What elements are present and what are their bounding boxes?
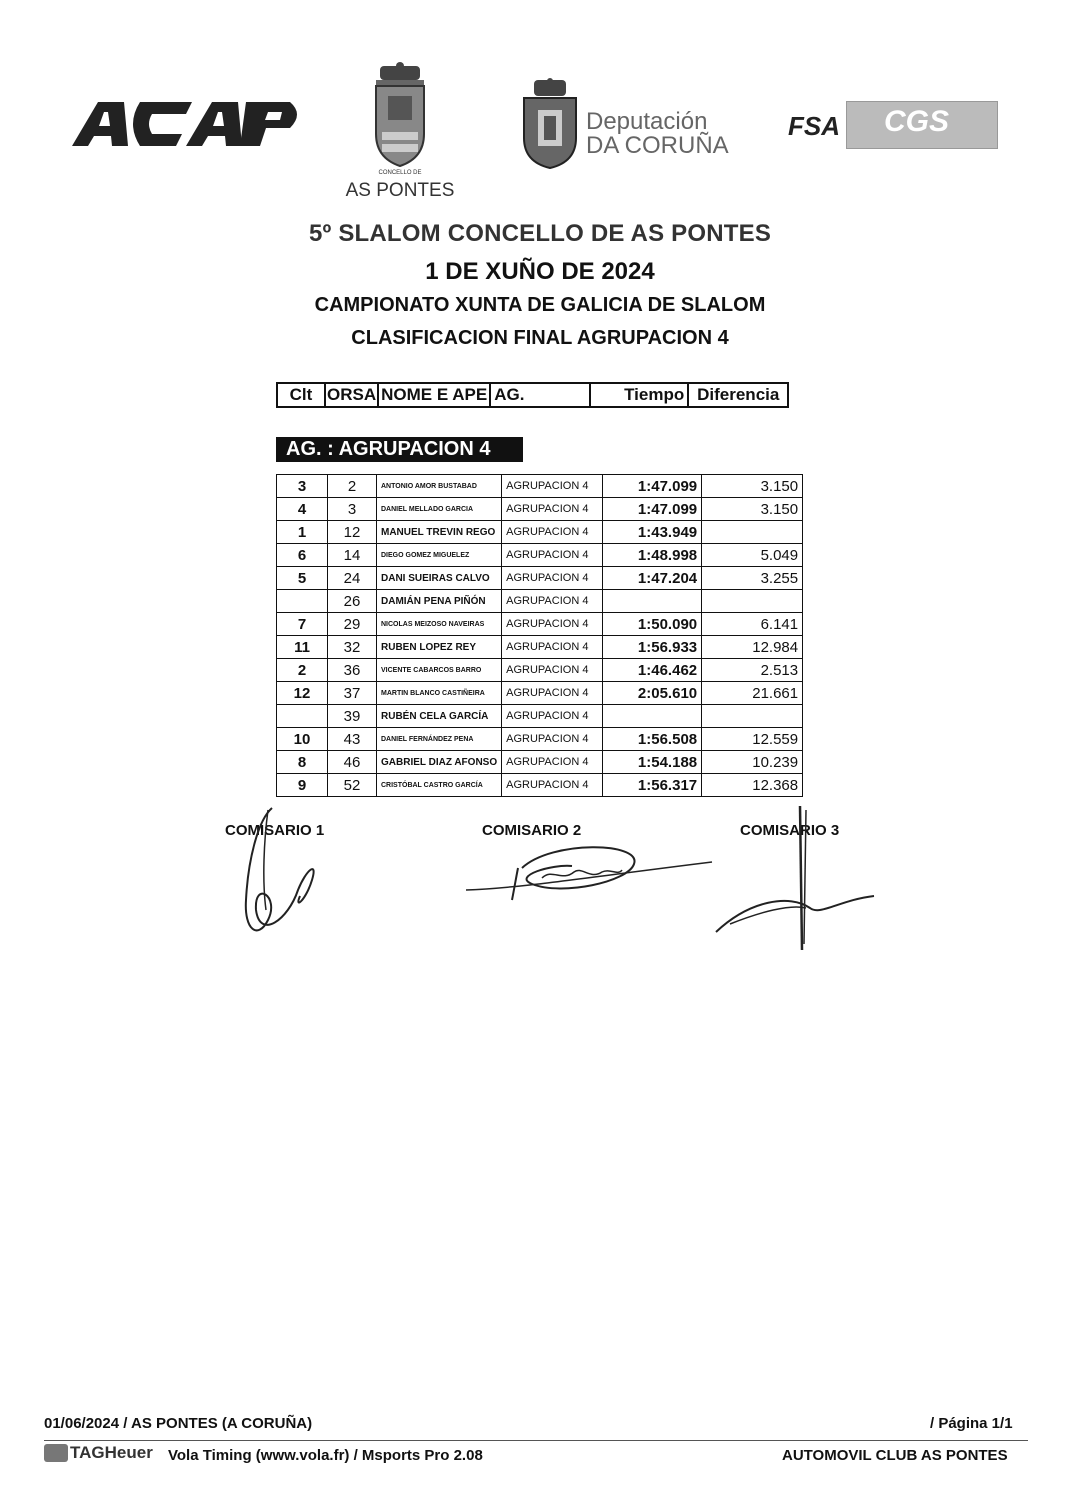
result-name: DANIEL MELLADO GARCIA <box>377 498 502 521</box>
result-group: AGRUPACION 4 <box>502 567 603 590</box>
result-name: MARTIN BLANCO CASTIÑEIRA <box>377 682 502 705</box>
result-time: 1:56.317 <box>603 774 702 797</box>
result-number: 32 <box>328 636 377 659</box>
table-row <box>277 567 803 590</box>
result-name: RUBEN LOPEZ REY <box>377 636 502 659</box>
result-position: 2 <box>277 659 328 682</box>
deputacion-logo <box>520 78 730 170</box>
result-number: 14 <box>328 544 377 567</box>
result-name: ANTONIO AMOR BUSTABAD <box>377 475 502 498</box>
table-row <box>277 751 803 774</box>
commissioner-3-label: COMISARIO 3 <box>740 822 840 839</box>
event-date: 1 DE XUÑO DE 2024 <box>425 258 655 285</box>
result-time: 1:46.462 <box>603 659 702 682</box>
result-name: NICOLAS MEIZOSO NAVEIRAS <box>377 613 502 636</box>
result-difference <box>702 521 803 544</box>
result-position: 6 <box>277 544 328 567</box>
table-row <box>277 544 803 567</box>
header-ag: AG. <box>490 383 590 407</box>
result-time: 1:54.188 <box>603 751 702 774</box>
result-difference: 12.559 <box>702 728 803 751</box>
result-difference: 12.368 <box>702 774 803 797</box>
result-number: 12 <box>328 521 377 544</box>
result-position: 7 <box>277 613 328 636</box>
result-difference <box>702 705 803 728</box>
result-position: 3 <box>277 475 328 498</box>
as-pontes-small-caption: CONCELLO DE <box>378 170 422 176</box>
commissioner-1-label: COMISARIO 1 <box>225 822 325 839</box>
deputacion-line1: Deputación <box>586 108 708 135</box>
table-row <box>277 682 803 705</box>
classification-title: CLASIFICACION FINAL AGRUPACION 4 <box>351 327 729 349</box>
result-group: AGRUPACION 4 <box>502 774 603 797</box>
result-position <box>277 590 328 613</box>
as-pontes-crest <box>344 62 456 204</box>
result-time: 1:47.099 <box>603 475 702 498</box>
result-difference: 6.141 <box>702 613 803 636</box>
result-difference: 3.150 <box>702 498 803 521</box>
result-name: DAMIÁN PENA PIÑÓN <box>377 590 502 613</box>
result-time: 1:48.998 <box>603 544 702 567</box>
result-name: RUBÉN CELA GARCÍA <box>377 705 502 728</box>
result-position <box>277 705 328 728</box>
result-time: 1:56.508 <box>603 728 702 751</box>
result-position: 1 <box>277 521 328 544</box>
result-number: 39 <box>328 705 377 728</box>
commissioner-2-label: COMISARIO 2 <box>482 822 582 839</box>
result-number: 2 <box>328 475 377 498</box>
header-orsa: ORSA <box>325 383 378 407</box>
column-header <box>276 382 789 408</box>
result-difference <box>702 590 803 613</box>
result-difference: 12.984 <box>702 636 803 659</box>
result-position: 5 <box>277 567 328 590</box>
result-number: 3 <box>328 498 377 521</box>
table-row <box>277 705 803 728</box>
table-row <box>277 521 803 544</box>
event-title: 5º SLALOM CONCELLO DE AS PONTES <box>308 220 772 247</box>
result-position: 8 <box>277 751 328 774</box>
result-group: AGRUPACION 4 <box>502 659 603 682</box>
result-time: 2:05.610 <box>603 682 702 705</box>
result-name: CRISTÓBAL CASTRO GARCÍA <box>377 774 502 797</box>
result-time <box>603 590 702 613</box>
result-number: 26 <box>328 590 377 613</box>
result-group: AGRUPACION 4 <box>502 728 603 751</box>
result-difference: 2.513 <box>702 659 803 682</box>
result-number: 43 <box>328 728 377 751</box>
result-time: 1:47.204 <box>603 567 702 590</box>
header-name: NOME E APE <box>378 383 490 407</box>
fsa-logo: FSA <box>788 111 840 141</box>
table-row <box>277 774 803 797</box>
result-group: AGRUPACION 4 <box>502 475 603 498</box>
result-number: 46 <box>328 751 377 774</box>
result-name: VICENTE CABARCOS BARRO <box>377 659 502 682</box>
result-group: AGRUPACION 4 <box>502 682 603 705</box>
result-difference: 5.049 <box>702 544 803 567</box>
result-time <box>603 705 702 728</box>
championship-title: CAMPIONATO XUNTA DE GALICIA DE SLALOM <box>314 294 766 316</box>
footer-divider <box>44 1440 1028 1441</box>
result-position: 9 <box>277 774 328 797</box>
result-position: 11 <box>277 636 328 659</box>
result-name: DIEGO GOMEZ MIGUELEZ <box>377 544 502 567</box>
table-row <box>277 590 803 613</box>
result-group: AGRUPACION 4 <box>502 751 603 774</box>
result-group: AGRUPACION 4 <box>502 521 603 544</box>
deputacion-line2: DA CORUÑA <box>586 132 729 159</box>
footer-software: Vola Timing (www.vola.fr) / Msports Pro 2.08 <box>168 1447 483 1464</box>
result-group: AGRUPACION 4 <box>502 544 603 567</box>
footer-tag-brand: TAGHeuer <box>70 1443 153 1462</box>
result-group: AGRUPACION 4 <box>502 705 603 728</box>
header-diff: Diferencia <box>688 383 788 407</box>
result-position: 12 <box>277 682 328 705</box>
result-number: 24 <box>328 567 377 590</box>
result-time: 1:43.949 <box>603 521 702 544</box>
result-group: AGRUPACION 4 <box>502 498 603 521</box>
fsa-cgs-logo <box>788 101 998 149</box>
cgs-logo: CGS <box>884 105 950 138</box>
result-difference: 3.255 <box>702 567 803 590</box>
table-row <box>277 728 803 751</box>
as-pontes-caption: AS PONTES <box>345 180 455 201</box>
table-row <box>277 613 803 636</box>
signature-2 <box>462 838 722 908</box>
signature-1 <box>228 800 328 950</box>
result-number: 36 <box>328 659 377 682</box>
tag-heuer-shield-icon <box>44 1444 68 1462</box>
result-time: 1:56.933 <box>603 636 702 659</box>
header-time: Tiempo <box>590 383 688 407</box>
table-row <box>277 498 803 521</box>
result-time: 1:50.090 <box>603 613 702 636</box>
result-position: 10 <box>277 728 328 751</box>
result-difference: 3.150 <box>702 475 803 498</box>
results-table <box>276 474 803 797</box>
acap-logo <box>68 96 304 152</box>
result-group: AGRUPACION 4 <box>502 636 603 659</box>
table-row <box>277 659 803 682</box>
table-row <box>277 636 803 659</box>
group-label: AG. : AGRUPACION 4 <box>276 437 523 462</box>
result-position: 4 <box>277 498 328 521</box>
result-name: DANI SUEIRAS CALVO <box>377 567 502 590</box>
result-difference: 10.239 <box>702 751 803 774</box>
header-clt: Clt <box>277 383 325 407</box>
result-name: MANUEL TREVIN REGO <box>377 521 502 544</box>
table-row <box>277 475 803 498</box>
signature-3 <box>710 804 880 954</box>
result-name: GABRIEL DIAZ AFONSO <box>377 751 502 774</box>
result-group: AGRUPACION 4 <box>502 590 603 613</box>
result-time: 1:47.099 <box>603 498 702 521</box>
result-number: 52 <box>328 774 377 797</box>
result-number: 37 <box>328 682 377 705</box>
result-name: DANIEL FERNÁNDEZ PENA <box>377 728 502 751</box>
result-number: 29 <box>328 613 377 636</box>
result-group: AGRUPACION 4 <box>502 613 603 636</box>
footer-club: AUTOMOVIL CLUB AS PONTES <box>782 1447 1008 1464</box>
result-difference: 21.661 <box>702 682 803 705</box>
footer-date-place: 01/06/2024 / AS PONTES (A CORUÑA) <box>44 1415 313 1432</box>
footer-page: / Página 1/1 <box>930 1415 1013 1432</box>
